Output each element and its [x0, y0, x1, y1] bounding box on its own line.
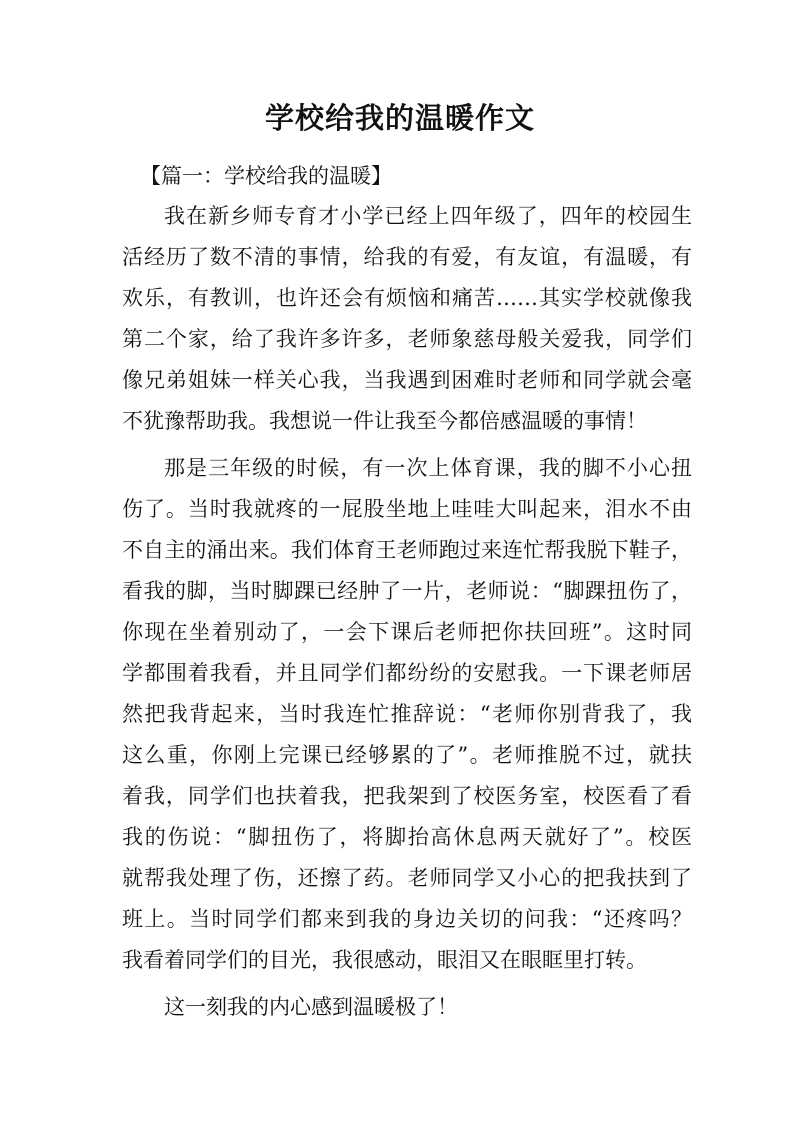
text-line: 班上。当时同学们都来到我的身边关切的问我：“还疼吗？ [122, 907, 692, 931]
body-text [122, 196, 692, 1034]
document-title: 学校给我的温暖作文 [264, 101, 535, 135]
text-line: 不自主的涌出来。我们体育王老师跑过来连忙帮我脱下鞋子， [122, 538, 692, 562]
text-line: 然把我背起来，当时我连忙推辞说：“老师你别背我了，我 [122, 702, 692, 726]
text-line: 活经历了数不清的事情，给我的有爱，有友谊，有温暖，有 [122, 245, 692, 269]
text-line: 你现在坐着别动了，一会下课后老师把你扶回班”。这时同 [122, 620, 692, 644]
text-line: 伤了。当时我就疼的一屁股坐地上哇哇大叫起来，泪水不由 [122, 497, 692, 521]
text-line: 着我，同学们也扶着我，把我架到了校医务室，校医看了看 [122, 784, 692, 808]
text-line: 那是三年级的时候，有一次上体育课，我的脚不小心扭 [164, 456, 692, 480]
paragraph [122, 448, 692, 981]
text-line: 欢乐，有教训，也许还会有烦恼和痛苦……其实学校就像我 [122, 286, 692, 310]
text-line: 这一刻我的内心感到温暖极了！ [164, 995, 458, 1019]
text-line: 不犹豫帮助我。我想说一件让我至今都倍感温暖的事情！ [122, 409, 647, 433]
section-heading: 【篇一：学校给我的温暖】 [140, 164, 392, 188]
text-line: 学都围着我看，并且同学们都纷纷的安慰我。一下课老师居 [122, 661, 692, 685]
text-line: 像兄弟姐妹一样关心我，当我遇到困难时老师和同学就会毫 [122, 368, 692, 392]
paragraph [122, 196, 692, 442]
text-line: 看我的脚，当时脚踝已经肿了一片，老师说：“脚踝扭伤了， [122, 579, 692, 603]
text-line: 我的伤说：“脚扭伤了，将脚抬高休息两天就好了”。校医 [122, 825, 692, 849]
text-line: 我看着同学们的目光，我很感动，眼泪又在眼眶里打转。 [122, 948, 647, 972]
text-line: 我在新乡师专育才小学已经上四年级了，四年的校园生 [164, 204, 692, 228]
paragraph [122, 987, 692, 1028]
text-line: 这么重，你刚上完课已经够累的了”。老师推脱不过，就扶 [122, 743, 692, 767]
text-line: 就帮我处理了伤，还擦了药。老师同学又小心的把我扶到了 [122, 866, 692, 890]
text-line: 第二个家，给了我许多许多，老师象慈母般关爱我，同学们 [122, 327, 692, 351]
